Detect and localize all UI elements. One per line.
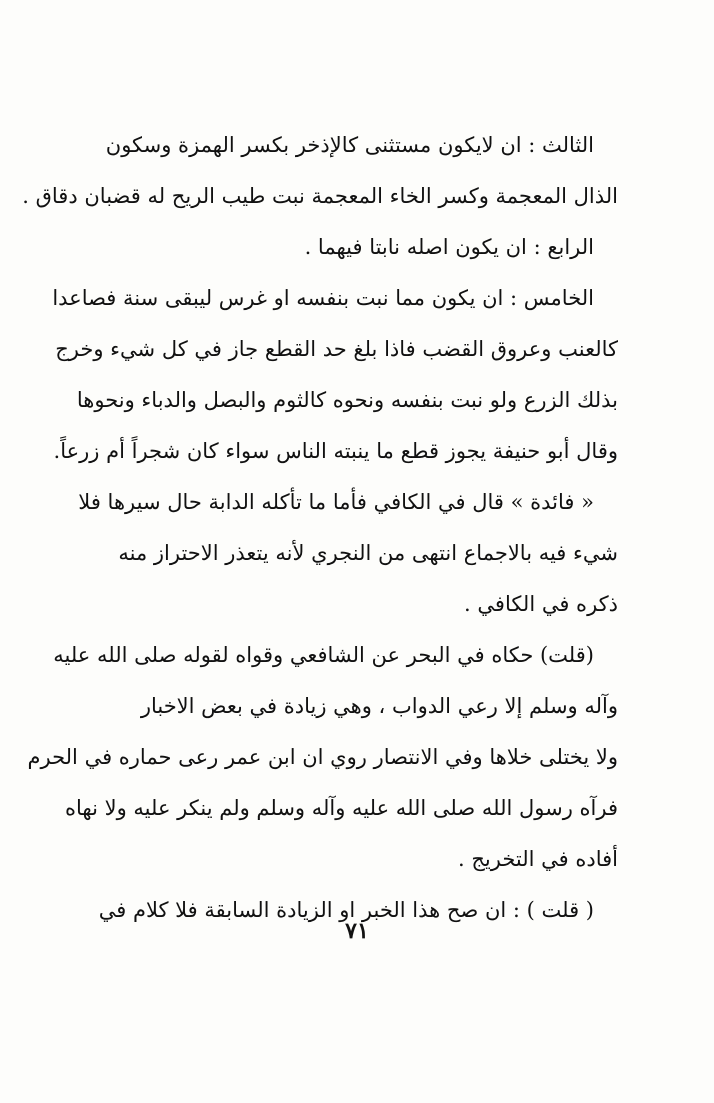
text-line-12: وآله وسلم إلا رعي الدواب ، وهي زيادة في بعض الاخبار	[140, 694, 618, 718]
text-line-7: وقال أبو حنيفة يجوز قطع ما ينبته الناس سواء كان شجراً أم زرعاً.	[53, 439, 618, 463]
text-line-13: ولا يختلى خلاها وفي الانتصار روي ان ابن عمر رعى حماره في الحرم	[27, 745, 618, 769]
page-number: ٧١	[345, 918, 369, 944]
text-line-5: كالعنب وعروق القضب فاذا بلغ حد القطع جاز في كل شيء وخرج	[55, 337, 618, 361]
text-line-9: شيء فيه بالاجماع انتهى من النجري لأنه يتعذر الاحتراز منه	[118, 541, 618, 565]
text-line-11: (قلت) حكاه في البحر عن الشافعي وقواه لقوله صلى الله عليه	[53, 643, 594, 667]
text-line-2: الذال المعجمة وكسر الخاء المعجمة نبت طيب الريح له قضبان دقاق .	[22, 184, 618, 208]
page-body-text	[22, 120, 618, 936]
text-line-8: « فائدة » قال في الكافي فأما ما تأكله الدابة حال سيرها فلا	[78, 490, 594, 514]
text-line-10: ذكره في الكافي .	[464, 592, 618, 616]
text-line-4: الخامس : ان يكون مما نبت بنفسه او غرس ليبقى سنة فصاعدا	[52, 286, 594, 310]
text-line-14: فرآه رسول الله صلى الله عليه وآله وسلم ولم ينكر عليه ولا نهاه	[65, 796, 618, 820]
text-line-1: الثالث : ان لايكون مستثنى كالإذخر بكسر الهمزة وسكون	[105, 133, 594, 157]
text-line-15: أفاده في التخريج .	[458, 847, 618, 871]
text-line-3: الرابع : ان يكون اصله نابتا فيهما .	[304, 235, 594, 259]
text-line-6: بذلك الزرع ولو نبت بنفسه ونحوه كالثوم والبصل والدباء ونحوها	[76, 388, 618, 412]
text-line-16: ( قلت ) : ان صح هذا الخبر او الزيادة السابقة فلا كلام في	[98, 898, 594, 922]
